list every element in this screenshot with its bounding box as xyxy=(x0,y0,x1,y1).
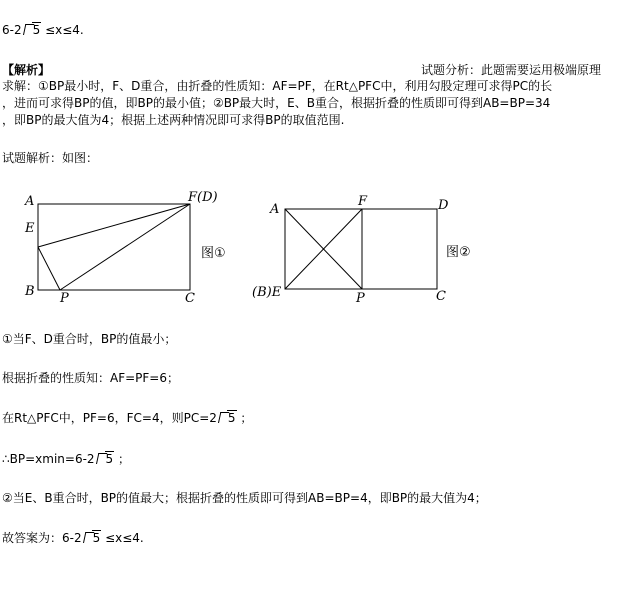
figure-1-caption: 图① xyxy=(201,246,226,261)
step-3-suffix: ； xyxy=(236,411,253,425)
figure-1-segment-EP xyxy=(38,247,60,290)
solution-step-2: 根据折叠的性质知：AF=PF=6； xyxy=(2,371,179,385)
figure-2-label-P: P xyxy=(356,291,365,306)
figure-1 xyxy=(38,204,190,290)
figure-1-label-P: P xyxy=(60,291,69,306)
step-4-prefix: ∴BP=xmin=6-2 xyxy=(2,452,95,466)
header-suffix: ≤x≤4. xyxy=(41,23,84,37)
sqrt-symbol xyxy=(23,22,42,38)
final-answer xyxy=(2,530,144,546)
figure-2-label-D: D xyxy=(438,198,449,213)
header-prefix: 6-2 xyxy=(2,23,22,37)
answer-radicand: 5 xyxy=(92,531,101,545)
figure-2-label-A: A xyxy=(270,202,280,217)
figure-1-segment-EF xyxy=(38,204,190,247)
figure-1-label-E: E xyxy=(25,221,35,236)
solution-step-5: ②当E、B重合时，BP的值最大；根据折叠的性质即可得到AB=BP=4，即BP的最大值为4； xyxy=(2,491,487,505)
figure-2-caption: 图② xyxy=(446,245,471,260)
answer-suffix: ≤x≤4. xyxy=(101,531,144,545)
figure-2 xyxy=(285,209,437,289)
figure-1-segment-PF xyxy=(60,204,190,290)
step-4-radicand: 5 xyxy=(105,452,114,466)
solution-step-4 xyxy=(2,451,130,467)
step-4-suffix: ； xyxy=(114,452,131,466)
analysis-tag: 【解析】 xyxy=(2,63,51,77)
figure-1-label-FD: F(D) xyxy=(188,190,218,205)
figure-1-rectangle xyxy=(38,204,190,290)
analysis-line-3: ，即BP的最大值为4；根据上述两种情况即可求得BP的取值范围. xyxy=(2,113,345,127)
header-answer xyxy=(2,22,84,38)
analysis-line-1: 求解：①BP最小时，F、D重合，由折叠的性质知：AF=PF，在Rt△PFC中，利用勾股定理可求得PC的长 xyxy=(2,79,553,93)
geometry-figures xyxy=(0,180,630,320)
figure-2-label-F: F xyxy=(358,194,368,209)
figure-1-label-C: C xyxy=(185,291,195,306)
step-3-radicand: 5 xyxy=(227,411,236,425)
sqrt-symbol xyxy=(96,451,115,467)
step-3-prefix: 在Rt△PFC中，PF=6，FC=4，则PC=2 xyxy=(2,411,217,425)
sqrt-symbol xyxy=(218,410,237,426)
figure-1-label-B: B xyxy=(25,284,35,299)
analysis-title: 试题分析：此题需要运用极端原理 xyxy=(421,63,602,77)
figure-1-label-A: A xyxy=(25,194,35,209)
answer-prefix: 故答案为：6-2 xyxy=(2,531,82,545)
figure-2-label-C: C xyxy=(436,289,446,304)
solution-intro: 试题解析：如图： xyxy=(2,151,99,165)
analysis-line-2: ，进而可求得BP的值，即BP的最小值；②BP最大时，E、B重合，根据折叠的性质即可得到AB=BP=34 xyxy=(2,96,551,110)
solution-step-1: ①当F、D重合时，BP的值最小； xyxy=(2,332,177,346)
sqrt-symbol xyxy=(83,530,102,546)
solution-step-3 xyxy=(2,410,252,426)
figure-2-label-BE: (B)E xyxy=(252,285,282,300)
header-radicand: 5 xyxy=(32,23,41,37)
figure-2-rectangle xyxy=(285,209,437,289)
